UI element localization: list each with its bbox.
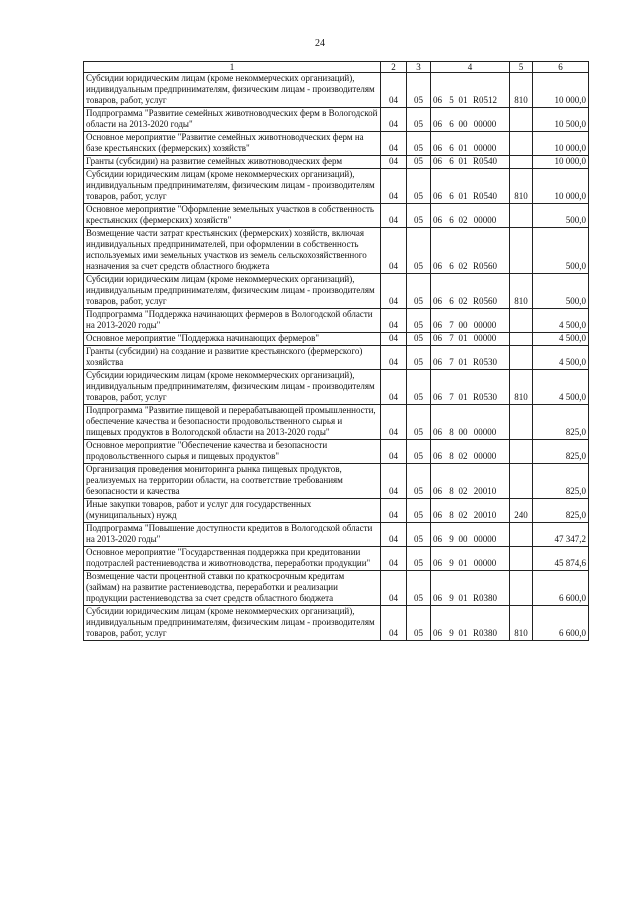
- subsection-code: 05: [407, 370, 431, 405]
- target-article-part: R0560: [472, 296, 497, 306]
- row-name: Основное мероприятие "Обеспечение качества и безопасности продовольственного сырья и пищевых продуктов": [84, 440, 381, 464]
- target-article-code: [431, 547, 510, 571]
- amount: 47 347,2: [533, 523, 589, 547]
- target-article-part: 00: [458, 534, 468, 544]
- target-article-part: 02: [458, 215, 468, 225]
- subsection-code: 05: [407, 156, 431, 169]
- section-code: 04: [381, 204, 407, 228]
- expense-type-code: 810: [510, 606, 533, 641]
- target-article-code: [431, 274, 510, 309]
- subsection-code: 05: [407, 499, 431, 523]
- target-article-part: 8: [449, 451, 454, 461]
- target-article-part: 00000: [473, 143, 497, 153]
- expense-type-code: [510, 547, 533, 571]
- table-row: [84, 108, 589, 132]
- row-name: Основное мероприятие "Поддержка начинающих фермеров": [84, 333, 381, 346]
- target-article-part: 06: [433, 427, 442, 437]
- target-article-part: 06: [433, 451, 442, 461]
- table-row: [84, 547, 589, 571]
- table-header-row: [84, 62, 589, 73]
- target-article-code: [431, 499, 510, 523]
- target-article-code: [431, 333, 510, 346]
- subsection-code: 05: [407, 169, 431, 204]
- section-code: 04: [381, 228, 407, 274]
- target-article-part: 06: [433, 261, 442, 271]
- expense-type-code: 810: [510, 370, 533, 405]
- expense-type-code: [510, 571, 533, 606]
- column-header: 3: [407, 62, 431, 73]
- target-article-code: [431, 204, 510, 228]
- table-row: [84, 405, 589, 440]
- section-code: 04: [381, 464, 407, 499]
- table-row: [84, 499, 589, 523]
- target-article-part: 9: [449, 558, 454, 568]
- expense-type-code: [510, 204, 533, 228]
- table-row: [84, 228, 589, 274]
- row-name: Гранты (субсидии) на создание и развитие крестьянского (фермерского) хозяйства: [84, 346, 381, 370]
- expense-type-code: [510, 108, 533, 132]
- amount: 10 000,0: [533, 156, 589, 169]
- row-name: Организация проведения мониторинга рынка пищевых продуктов, реализуемых на территории области, на соответствие требованиям безопасности и качества: [84, 464, 381, 499]
- amount: 4 500,0: [533, 370, 589, 405]
- target-article-part: 06: [433, 215, 442, 225]
- target-article-part: 00: [458, 427, 468, 437]
- target-article-part: 9: [449, 593, 454, 603]
- target-article-part: 00: [458, 320, 468, 330]
- section-code: 04: [381, 405, 407, 440]
- subsection-code: 05: [407, 204, 431, 228]
- target-article-part: 8: [449, 486, 454, 496]
- section-code: 04: [381, 523, 407, 547]
- table-row: [84, 606, 589, 641]
- row-name: Подпрограмма "Повышение доступности кредитов в Вологодской области на 2013-2020 годы": [84, 523, 381, 547]
- section-code: 04: [381, 73, 407, 108]
- target-article-part: 02: [458, 451, 468, 461]
- target-article-part: 01: [458, 558, 468, 568]
- amount: 6 600,0: [533, 606, 589, 641]
- section-code: 04: [381, 309, 407, 333]
- target-article-part: 7: [449, 333, 454, 343]
- target-article-code: [431, 523, 510, 547]
- target-article-code: [431, 440, 510, 464]
- target-article-part: 01: [458, 628, 468, 638]
- target-article-part: 8: [449, 510, 454, 520]
- target-article-part: R0530: [472, 357, 497, 367]
- target-article-part: 01: [458, 593, 468, 603]
- section-code: 04: [381, 274, 407, 309]
- target-article-part: 06: [433, 392, 442, 402]
- target-article-part: 06: [433, 95, 442, 105]
- target-article-code: [431, 73, 510, 108]
- subsection-code: 05: [407, 440, 431, 464]
- target-article-code: [431, 228, 510, 274]
- target-article-part: 6: [449, 296, 454, 306]
- subsection-code: 05: [407, 346, 431, 370]
- target-article-part: 06: [433, 558, 442, 568]
- amount: 10 000,0: [533, 132, 589, 156]
- amount: 825,0: [533, 405, 589, 440]
- section-code: 04: [381, 440, 407, 464]
- target-article-part: 01: [458, 156, 468, 166]
- expense-type-code: [510, 523, 533, 547]
- target-article-code: [431, 571, 510, 606]
- table-row: [84, 73, 589, 108]
- target-article-part: 5: [449, 95, 454, 105]
- amount: 10 500,0: [533, 108, 589, 132]
- column-header: 6: [533, 62, 589, 73]
- row-name: Подпрограмма "Развитие семейных животноводческих ферм в Вологодской области на 2013-2020 годы": [84, 108, 381, 132]
- row-name: Субсидии юридическим лицам (кроме некоммерческих организаций), индивидуальным предпринимателям, физическим лицам - производителям товаров, работ, услуг: [84, 169, 381, 204]
- section-code: 04: [381, 571, 407, 606]
- expense-type-code: [510, 333, 533, 346]
- target-article-part: 06: [433, 357, 442, 367]
- target-article-part: R0530: [472, 392, 497, 402]
- target-article-code: [431, 132, 510, 156]
- table-row: [84, 156, 589, 169]
- target-article-part: 6: [449, 261, 454, 271]
- target-article-part: 00000: [473, 427, 497, 437]
- target-article-part: 06: [433, 486, 442, 496]
- expense-type-code: [510, 440, 533, 464]
- subsection-code: 05: [407, 405, 431, 440]
- target-article-part: 06: [433, 143, 442, 153]
- target-article-code: [431, 156, 510, 169]
- target-article-part: 06: [433, 333, 442, 343]
- row-name: Гранты (субсидии) на развитие семейных животноводческих ферм: [84, 156, 381, 169]
- section-code: 04: [381, 499, 407, 523]
- target-article-part: 02: [458, 486, 468, 496]
- target-article-part: R0512: [472, 95, 497, 105]
- section-code: 04: [381, 333, 407, 346]
- subsection-code: 05: [407, 547, 431, 571]
- table-row: [84, 274, 589, 309]
- target-article-part: 00000: [473, 558, 497, 568]
- subsection-code: 05: [407, 228, 431, 274]
- subsection-code: 05: [407, 108, 431, 132]
- target-article-code: [431, 309, 510, 333]
- expense-type-code: 810: [510, 274, 533, 309]
- column-header: 4: [431, 62, 510, 73]
- subsection-code: 05: [407, 274, 431, 309]
- target-article-part: 00000: [473, 451, 497, 461]
- row-name: Возмещение части процентной ставки по краткосрочным кредитам (займам) на развитие растениеводства, переработки и реализации продукции растениеводства за счет средств областного бюджета: [84, 571, 381, 606]
- row-name: Основное мероприятие "Государственная поддержка при кредитовании подотраслей растениеводства и животноводства, переработки продукции": [84, 547, 381, 571]
- expense-type-code: [510, 464, 533, 499]
- expense-type-code: [510, 228, 533, 274]
- table-row: [84, 204, 589, 228]
- subsection-code: 05: [407, 606, 431, 641]
- row-name: Субсидии юридическим лицам (кроме некоммерческих организаций), индивидуальным предпринимателям, физическим лицам - производителям товаров, работ, услуг: [84, 370, 381, 405]
- target-article-part: 01: [458, 357, 468, 367]
- target-article-part: 06: [433, 191, 442, 201]
- target-article-code: [431, 606, 510, 641]
- target-article-part: 6: [449, 215, 454, 225]
- table-row: [84, 523, 589, 547]
- amount: 4 500,0: [533, 346, 589, 370]
- table-row: [84, 132, 589, 156]
- target-article-part: 02: [458, 510, 468, 520]
- target-article-part: 06: [433, 320, 442, 330]
- page-number: 24: [315, 38, 325, 49]
- section-code: 04: [381, 547, 407, 571]
- target-article-part: 6: [449, 143, 454, 153]
- target-article-part: 01: [458, 333, 468, 343]
- amount: 825,0: [533, 499, 589, 523]
- table-row: [84, 346, 589, 370]
- target-article-part: 9: [449, 628, 454, 638]
- amount: 825,0: [533, 440, 589, 464]
- target-article-part: 06: [433, 628, 442, 638]
- subsection-code: 05: [407, 571, 431, 606]
- subsection-code: 05: [407, 464, 431, 499]
- amount: 500,0: [533, 204, 589, 228]
- target-article-part: 00000: [473, 320, 497, 330]
- target-article-part: R0560: [472, 261, 497, 271]
- target-article-code: [431, 405, 510, 440]
- target-article-part: 7: [449, 320, 454, 330]
- target-article-part: 06: [433, 534, 442, 544]
- row-name: Субсидии юридическим лицам (кроме некоммерческих организаций), индивидуальным предпринимателям, физическим лицам - производителям товаров, работ, услуг: [84, 606, 381, 641]
- target-article-part: 01: [458, 143, 468, 153]
- target-article-code: [431, 370, 510, 405]
- row-name: Субсидии юридическим лицам (кроме некоммерческих организаций), индивидуальным предпринимателям, физическим лицам - производителям товаров, работ, услуг: [84, 73, 381, 108]
- target-article-part: 7: [449, 392, 454, 402]
- subsection-code: 05: [407, 309, 431, 333]
- table-row: [84, 309, 589, 333]
- target-article-part: 01: [458, 191, 468, 201]
- target-article-code: [431, 464, 510, 499]
- target-article-part: 00: [458, 119, 468, 129]
- section-code: 04: [381, 169, 407, 204]
- target-article-part: R0380: [472, 628, 497, 638]
- amount: 500,0: [533, 274, 589, 309]
- target-article-part: R0380: [472, 593, 497, 603]
- target-article-part: 20010: [473, 510, 497, 520]
- column-header: 1: [84, 62, 381, 73]
- expense-type-code: [510, 405, 533, 440]
- expense-type-code: 810: [510, 73, 533, 108]
- target-article-part: 20010: [473, 486, 497, 496]
- table-row: [84, 333, 589, 346]
- subsection-code: 05: [407, 132, 431, 156]
- expense-type-code: [510, 346, 533, 370]
- table-row: [84, 571, 589, 606]
- expense-type-code: [510, 132, 533, 156]
- expense-type-code: [510, 156, 533, 169]
- expense-type-code: 810: [510, 169, 533, 204]
- row-name: Подпрограмма "Поддержка начинающих фермеров в Вологодской области на 2013-2020 годы": [84, 309, 381, 333]
- amount: 10 000,0: [533, 73, 589, 108]
- row-name: Основное мероприятие "Развитие семейных животноводческих ферм на базе крестьянских (фермерских) хозяйств": [84, 132, 381, 156]
- subsection-code: 05: [407, 523, 431, 547]
- target-article-code: [431, 169, 510, 204]
- section-code: 04: [381, 156, 407, 169]
- column-header: 5: [510, 62, 533, 73]
- expense-type-code: 240: [510, 499, 533, 523]
- amount: 45 874,6: [533, 547, 589, 571]
- target-article-part: 8: [449, 427, 454, 437]
- amount: 6 600,0: [533, 571, 589, 606]
- target-article-part: 00000: [473, 534, 497, 544]
- target-article-part: 01: [458, 392, 468, 402]
- section-code: 04: [381, 370, 407, 405]
- target-article-part: 6: [449, 191, 454, 201]
- row-name: Основное мероприятие "Оформление земельных участков в собственность крестьянских (фермерских) хозяйств": [84, 204, 381, 228]
- row-name: Подпрограмма "Развитие пищевой и перерабатывающей промышленности, обеспечение качества и безопасности продовольственного сырья и пищевых продуктов в Вологодской области на 2013-2020 годы": [84, 405, 381, 440]
- amount: 825,0: [533, 464, 589, 499]
- section-code: 04: [381, 108, 407, 132]
- table-row: [84, 370, 589, 405]
- target-article-part: 02: [458, 261, 468, 271]
- row-name: Субсидии юридическим лицам (кроме некоммерческих организаций), индивидуальным предпринимателям, физическим лицам - производителям товаров, работ, услуг: [84, 274, 381, 309]
- target-article-part: 06: [433, 156, 442, 166]
- amount: 500,0: [533, 228, 589, 274]
- target-article-part: 00000: [473, 333, 497, 343]
- amount: 10 000,0: [533, 169, 589, 204]
- section-code: 04: [381, 606, 407, 641]
- target-article-code: [431, 108, 510, 132]
- expense-type-code: [510, 309, 533, 333]
- target-article-part: 02: [458, 296, 468, 306]
- target-article-part: 01: [458, 95, 468, 105]
- target-article-part: 9: [449, 534, 454, 544]
- column-header: 2: [381, 62, 407, 73]
- target-article-part: 6: [449, 156, 454, 166]
- target-article-part: 6: [449, 119, 454, 129]
- target-article-part: R0540: [472, 191, 497, 201]
- table-row: [84, 440, 589, 464]
- target-article-part: 00000: [473, 215, 497, 225]
- amount: 4 500,0: [533, 333, 589, 346]
- target-article-code: [431, 346, 510, 370]
- table-row: [84, 464, 589, 499]
- target-article-part: 06: [433, 119, 442, 129]
- subsection-code: 05: [407, 73, 431, 108]
- target-article-part: R0540: [472, 156, 497, 166]
- target-article-part: 06: [433, 593, 442, 603]
- target-article-part: 00000: [473, 119, 497, 129]
- section-code: 04: [381, 132, 407, 156]
- target-article-part: 7: [449, 357, 454, 367]
- budget-table: [83, 61, 589, 641]
- section-code: 04: [381, 346, 407, 370]
- target-article-part: 06: [433, 296, 442, 306]
- table-row: [84, 169, 589, 204]
- subsection-code: 05: [407, 333, 431, 346]
- amount: 4 500,0: [533, 309, 589, 333]
- row-name: Иные закупки товаров, работ и услуг для государственных (муниципальных) нужд: [84, 499, 381, 523]
- row-name: Возмещение части затрат крестьянских (фермерских) хозяйств, включая индивидуальных предпринимателей, при оформлении в собственность используемых ими земельных участков из земель сельскохозяйственного назначения за счет средств областного бюджета: [84, 228, 381, 274]
- target-article-part: 06: [433, 510, 442, 520]
